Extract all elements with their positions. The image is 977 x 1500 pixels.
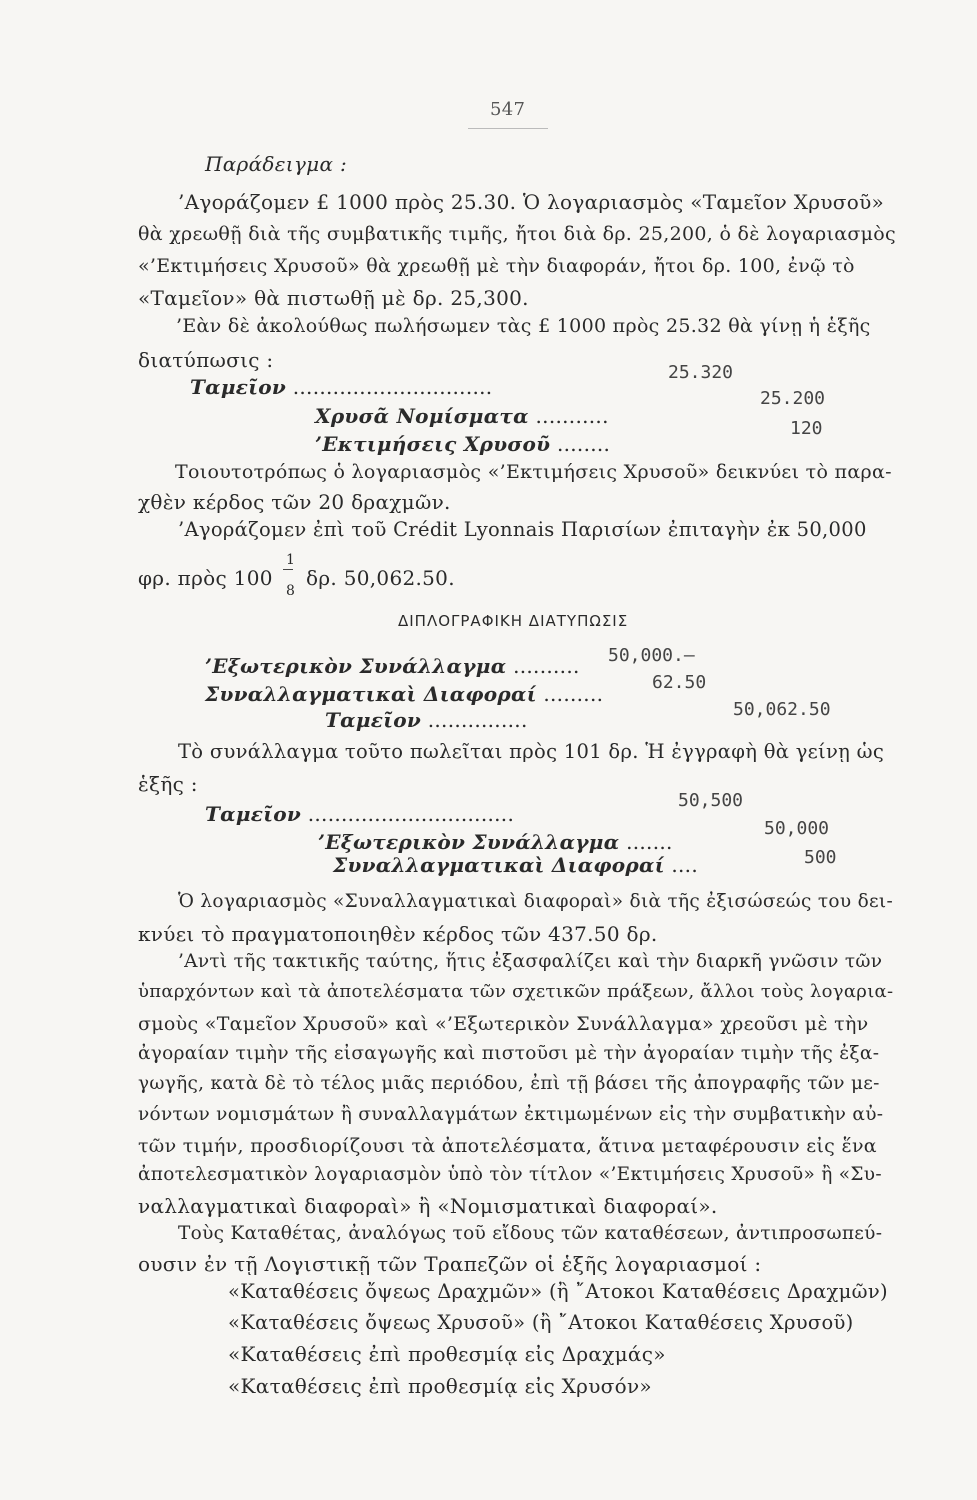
entry3-debit-label: Ταμεῖον ...............................	[205, 802, 515, 826]
paragraph4-line-13: ουσιν ἐν τῇ Λογιστικῇ τῶν Τραπεζῶν οἱ ἑξῆς λογαριασμοί :	[138, 1252, 762, 1276]
paragraph4-line-5: σμοὺς «Ταμεῖον Χρυσοῦ» καὶ «’Εξωτερικὸν Συνάλλαγμα» χρεοῦσι μὲ τὴν	[138, 1013, 869, 1035]
account-item-3: «Καταθέσεις ἐπὶ προθεσμίᾳ εἰς Δραχμάς»	[228, 1342, 666, 1366]
paragraph4-line-1: Ὁ λογαριασμὸς «Συναλλαγματικαὶ διαφοραὶ» διὰ τῆς ἐξισώσεώς του δει-	[178, 891, 893, 912]
entry3-credit2-label: Συναλλαγματικαὶ Διαφοραί ....	[333, 853, 698, 877]
entry3-credit1-amount: 50,000	[764, 818, 830, 839]
entry3-credit1-label: ’Εξωτερικὸν Συνάλλαγμα .......	[318, 830, 673, 854]
paragraph1-line-6: διατύπωσις :	[138, 348, 274, 372]
entry1-debit-label: Ταμεῖον ..............................	[190, 375, 493, 399]
entry1-credit2-amount: 120	[790, 418, 823, 439]
paragraph4-line-9: τῶν τιμήν, προσδιορίζουσι τὰ ἀποτελέσματα, ἅτινα μεταφέρουσιν εἰς ἕνα	[138, 1135, 877, 1157]
paragraph2-line-3: ’Αγοράζομεν ἐπὶ τοῦ Crédit Lyonnais Παρισίων ἐπιταγὴν ἐκ 50,000	[178, 518, 867, 541]
paragraph1-line-5: ’Εὰν δὲ ἀκολούθως πωλήσωμεν τὰς £ 1000 πρὸς 25.32 θὰ γίνῃ ἡ ἑξῆς	[176, 315, 871, 337]
entry2-credit-amount: 50,062.50	[733, 699, 831, 720]
fraction-bar	[283, 569, 293, 570]
page-number: 547	[490, 99, 526, 120]
paragraph4-line-8: νόντων νομισμάτων ἢ συναλλαγμάτων ἐκτιμωμένων εἰς τὴν συμβατικὴν αὐ-	[138, 1104, 884, 1125]
price-line-prefix: φρ. πρὸς 100	[138, 566, 273, 590]
account-item-1: «Καταθέσεις ὄψεως Δραχμῶν» (ἢ ῎Ατοκοι Καταθέσεις Δραχμῶν)	[228, 1280, 888, 1303]
paragraph2-line-2: χθὲν κέρδος τῶν 20 δραχμῶν.	[138, 490, 451, 514]
entry2-debit2-amount: 62.50	[652, 672, 707, 693]
entry2-debit1-label: ’Εξωτερικὸν Συνάλλαγμα ..........	[205, 654, 580, 678]
example-label: Παράδειγμα :	[205, 152, 347, 176]
paragraph3-line-2: ἑξῆς :	[138, 772, 198, 796]
account-item-4: «Καταθέσεις ἐπὶ προθεσμίᾳ εἰς Χρυσόν»	[228, 1374, 652, 1398]
entry1-credit2-label: ’Εκτιμήσεις Χρυσοῦ ........	[315, 432, 611, 456]
entry2-debit2-label: Συναλλαγματικαὶ Διαφοραί .........	[205, 682, 604, 706]
entry2-debit1-amount: 50,000.—	[608, 645, 695, 666]
fraction-numerator: 1	[286, 552, 295, 568]
paragraph1-line-4: «Ταμεῖον» θὰ πιστωθῇ μὲ δρ. 25,300.	[138, 286, 529, 310]
paragraph1-line-1: ’Αγοράζομεν £ 1000 πρὸς 25.30. Ὁ λογαριασμὸς «Ταμεῖον Χρυσοῦ»	[178, 190, 885, 214]
page-number-rule	[468, 128, 548, 129]
paragraph1-line-3: «’Εκτιμήσεις Χρυσοῦ» θὰ χρεωθῇ μὲ τὴν διαφοράν, ἤτοι δρ. 100, ἐνῷ τὸ	[138, 255, 855, 277]
paragraph2-line-1: Τοιουτοτρόπως ὁ λογαριασμὸς «’Εκτιμήσεις Χρυσοῦ» δεικνύει τὸ παρα-	[175, 461, 892, 483]
paragraph4-line-7: γωγῆς, κατὰ δὲ τὸ τέλος μιᾶς περιόδου, ἐπὶ τῇ βάσει τῆς ἀπογραφῆς τῶν με-	[138, 1073, 880, 1094]
paragraph4-line-12: Τοὺς Καταθέτας, ἀναλόγως τοῦ εἴδους τῶν καταθέσεων, ἀντιπροσωπεύ-	[178, 1223, 883, 1244]
paragraph4-line-2: κνύει τὸ πραγματοποιηθὲν κέρδος τῶν 437.50 δρ.	[138, 922, 658, 946]
paragraph4-line-10: ἀποτελεσματικὸν λογαριασμὸν ὑπὸ τὸν τίτλον «’Εκτιμήσεις Χρυσοῦ» ἢ «Συ-	[138, 1164, 882, 1185]
entry1-credit1-amount: 25.200	[760, 388, 826, 409]
paragraph4-line-6: ἀγοραίαν τιμὴν τῆς εἰσαγωγῆς καὶ πιστοῦσι μὲ τὴν ἀγοραίαν τιμὴν τῆς ἐξα-	[138, 1043, 880, 1064]
entry2-credit-label: Ταμεῖον ...............	[325, 708, 528, 732]
paragraph3-line-1: Τὸ συνάλλαγμα τοῦτο πωλεῖται πρὸς 101 δρ. Ἡ ἐγγραφὴ θὰ γείνῃ ὡς	[178, 740, 885, 763]
paragraph4-line-4: ὑπαρχόντων καὶ τὰ ἀποτελέσματα τῶν σχετικῶν πράξεων, ἄλλοι τοὺς λογαρια-	[138, 981, 894, 1002]
section-heading: ΔΙΠΛΟΓΡΑΦΙΚΗ ΔΙΑΤΥΠΩΣΙΣ	[398, 612, 629, 630]
account-item-2: «Καταθέσεις ὄψεως Χρυσοῦ» (ἢ ῎Ατοκοι Καταθέσεις Χρυσοῦ)	[228, 1311, 854, 1334]
price-line-suffix: δρ. 50,062.50.	[306, 566, 455, 590]
paragraph4-line-3: ’Αντὶ τῆς τακτικῆς ταύτης, ἥτις ἐξασφαλίζει καὶ τὴν διαρκῆ γνῶσιν τῶν	[178, 951, 883, 972]
entry3-credit2-amount: 500	[804, 847, 837, 868]
entry3-debit-amount: 50,500	[678, 790, 744, 811]
entry1-credit1-label: Χρυσᾶ Νομίσματα ...........	[315, 404, 609, 428]
paragraph4-line-11: ναλλαγματικαὶ διαφοραὶ» ἢ «Νομισματικαὶ διαφοραί».	[138, 1194, 718, 1218]
paragraph1-line-2: θὰ χρεωθῇ διὰ τῆς συμβατικῆς τιμῆς, ἤτοι διὰ δρ. 25,200, ὁ δὲ λογαριασμὸς	[138, 223, 896, 245]
fraction-denominator: 8	[286, 583, 295, 599]
entry1-debit-amount: 25.320	[668, 362, 734, 383]
